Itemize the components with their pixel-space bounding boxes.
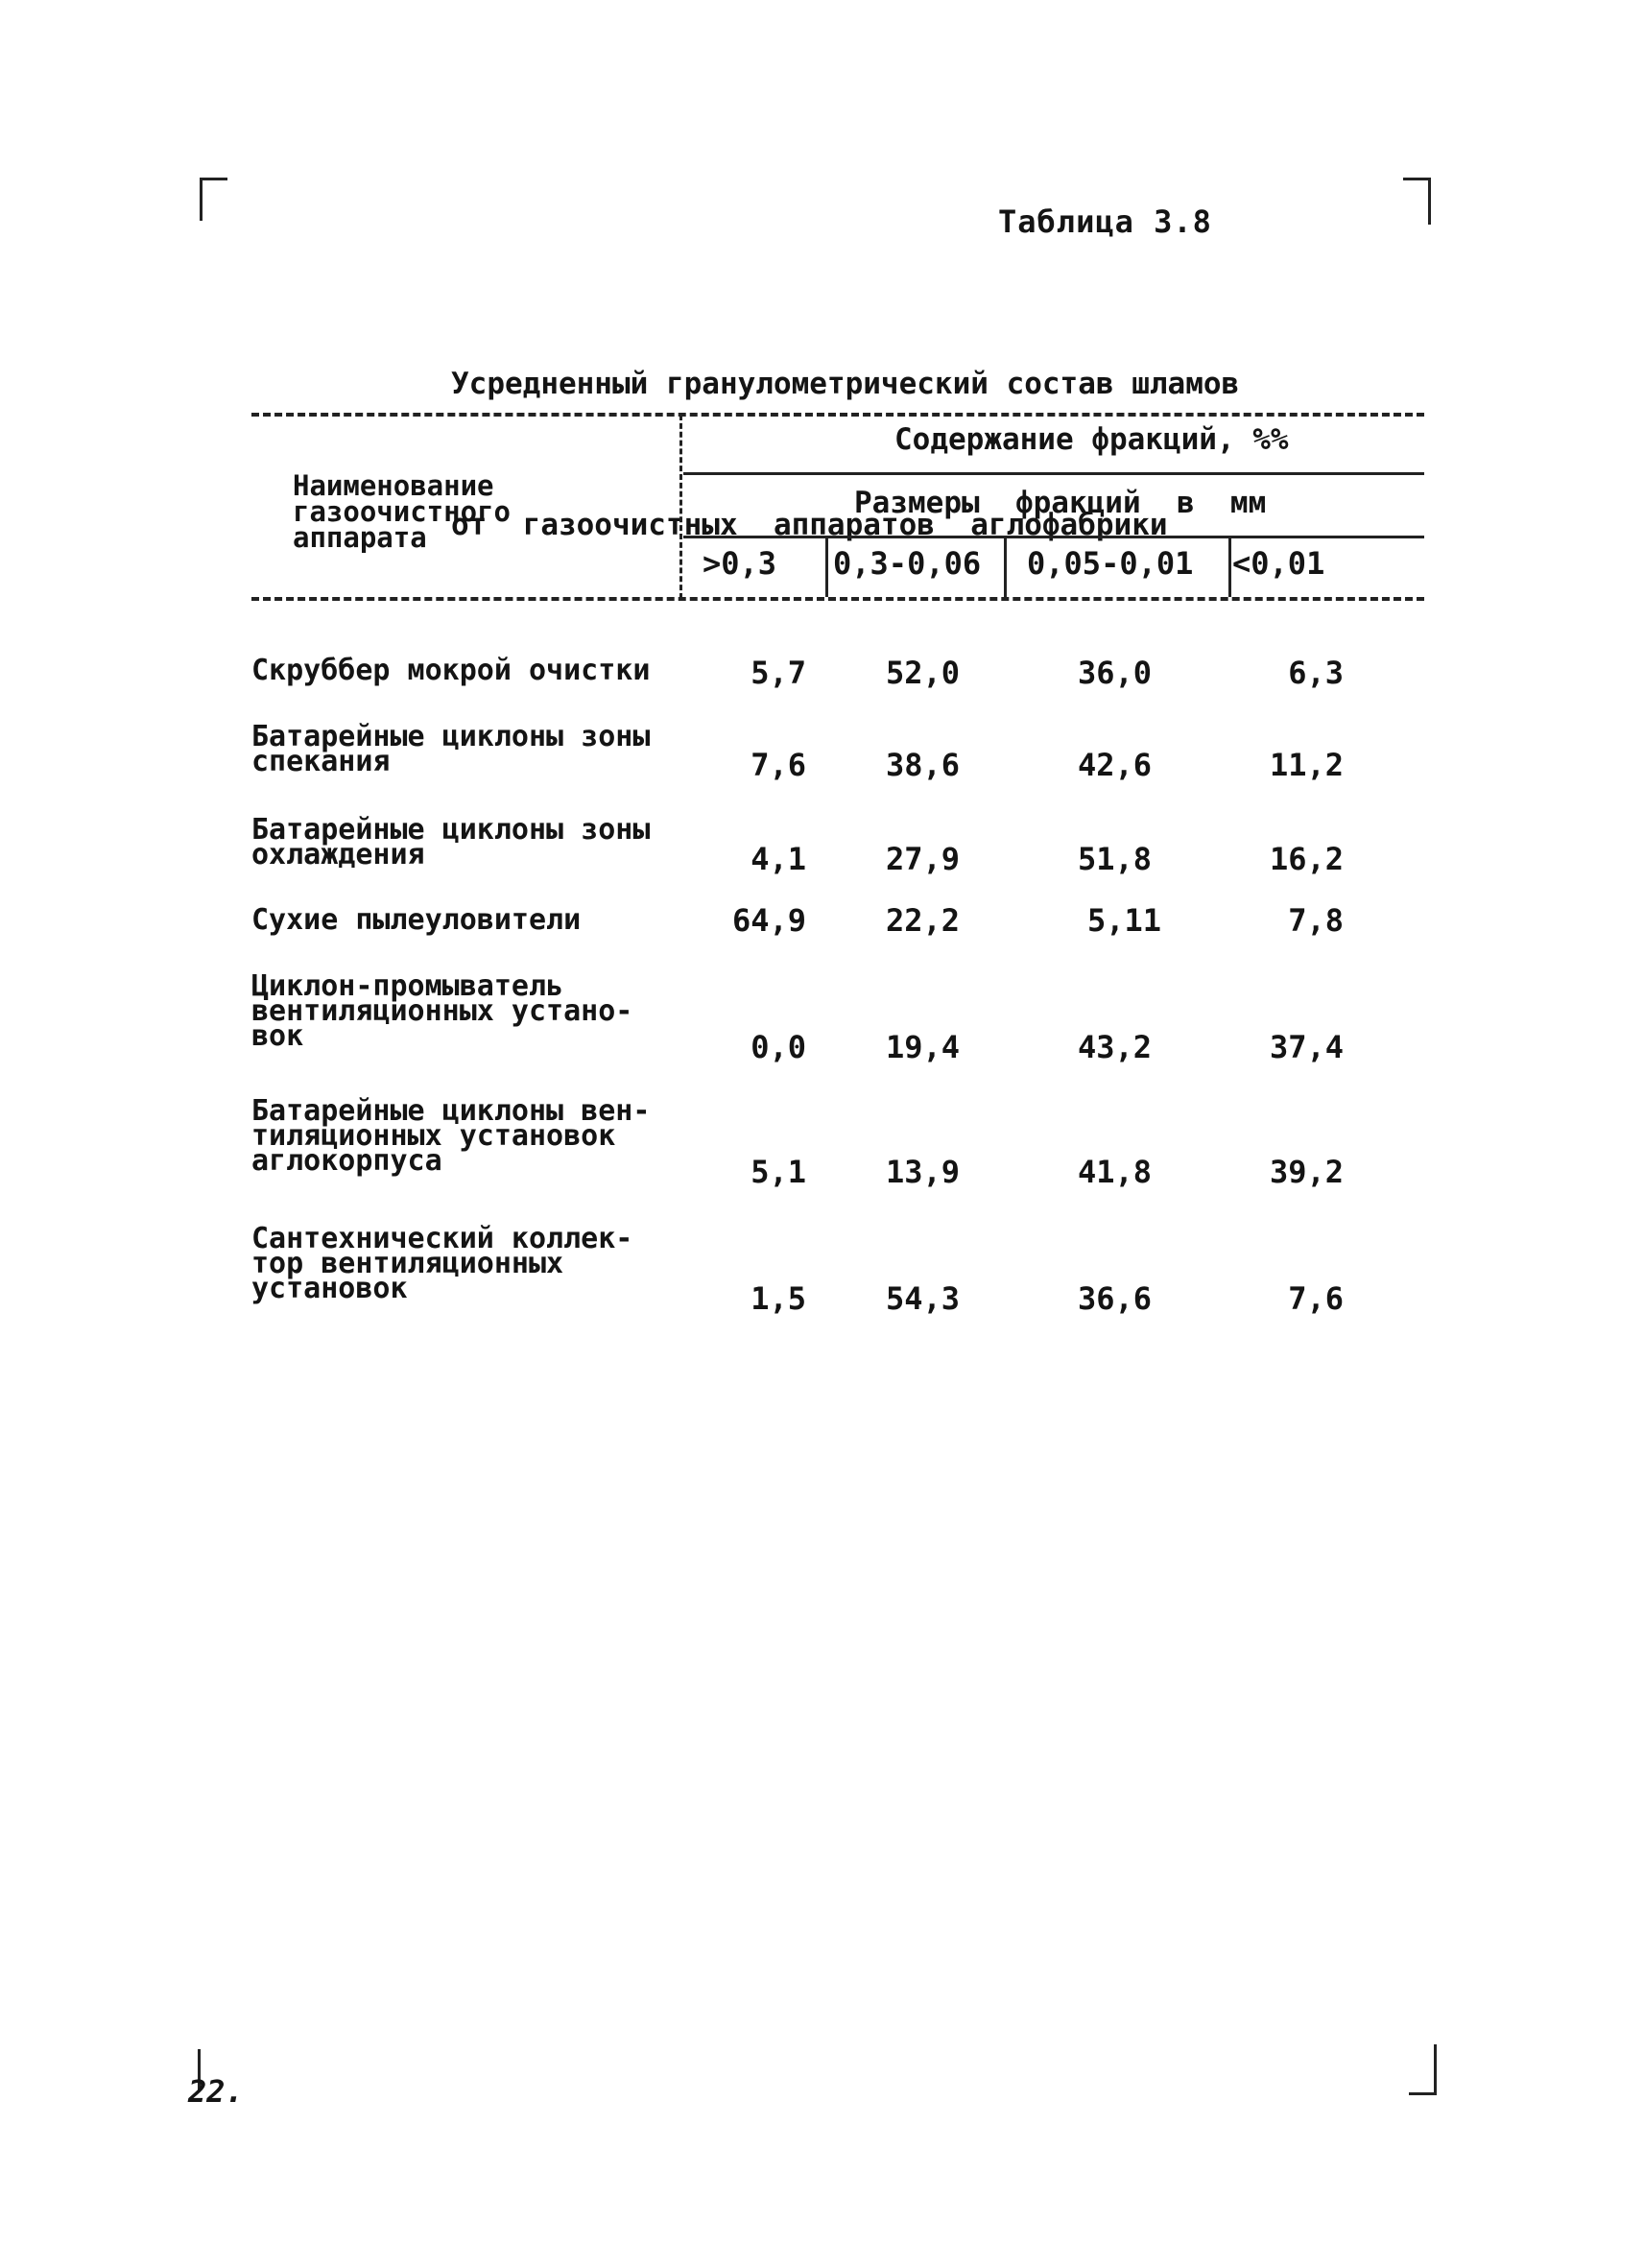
header-top-rule [251,413,1424,417]
table-cell: 7,6 [1288,1280,1344,1317]
column-header-2: 0,3-0,06 [833,545,982,582]
table-row-name: Батарейные циклоны зоны спекания [251,720,651,778]
table-cell: 41,8 [1077,1154,1152,1190]
table-cell: 36,0 [1077,655,1152,691]
col-divider-2 [1004,537,1007,597]
table-cell: 22,2 [885,902,960,939]
table-cell: 38,6 [885,747,960,783]
table-cell: 1,5 [751,1280,806,1317]
table-cell: 11,2 [1269,747,1344,783]
header-group-rule-2 [683,536,1424,538]
table-cell: 7,8 [1288,902,1344,939]
table-cell: 42,6 [1077,747,1152,783]
table-cell: 7,6 [751,747,806,783]
caption-line-1: Усредненный гранулометрический состав шламов [451,367,1240,401]
table-cell: 5,1 [751,1154,806,1190]
table-cell: 52,0 [885,655,960,691]
table-row-name: Батарейные циклоны зоны охлаждения [251,813,651,871]
page-number: 22. [188,2073,244,2110]
table-number: Таблица 3.8 [998,203,1212,240]
header-group-rule-1 [683,472,1424,475]
name-column-header: Наименование газоочистного аппарата [293,469,511,554]
column-header-3: 0,05-0,01 [1027,545,1194,582]
corner-mark-top-left [200,178,227,221]
table-cell: 39,2 [1269,1154,1344,1190]
table-cell: 5,7 [751,655,806,691]
caption-line-2: от газоочистных аппаратов аглофабрики [451,508,1168,542]
col-divider-1 [825,537,828,597]
table-row-name: Циклон-промыватель вентиляционных устано- вок [251,969,633,1053]
table-cell: 16,2 [1269,841,1344,877]
table-cell: 54,3 [885,1280,960,1317]
table-row-name: Батарейные циклоны вен- тиляционных установок аглокорпуса [251,1094,651,1178]
table-row-name: Сухие пылеуловители [251,903,582,937]
table-cell: 27,9 [885,841,960,877]
table-cell: 19,4 [885,1029,960,1065]
corner-mark-top-right [1403,178,1431,225]
table-cell: 36,6 [1077,1280,1152,1317]
table-row-name: Скруббер мокрой очистки [251,654,651,687]
col-divider-3 [1228,537,1231,597]
column-header-4: <0,01 [1232,545,1325,582]
column-header-1: >0,3 [703,545,777,582]
table-cell: 37,4 [1269,1029,1344,1065]
table-cell: 51,8 [1077,841,1152,877]
header-bottom-rule [251,597,1424,601]
table-cell: 13,9 [885,1154,960,1190]
table-cell: 4,1 [751,841,806,877]
table-cell: 43,2 [1077,1029,1152,1065]
fraction-size-header: Размеры фракций в мм [854,486,1267,520]
table-cell: 0,0 [751,1029,806,1065]
corner-mark-bottom-right [1409,2044,1437,2095]
table-row-name: Сантехнический коллек- тор вентиляционных установок [251,1222,633,1305]
table-cell: 64,9 [731,902,806,939]
fraction-content-header: Содержание фракций, %% [894,422,1289,457]
header-name-divider [679,415,682,599]
table-cell: 5,11 [1086,902,1161,939]
table-cell: 6,3 [1288,655,1344,691]
